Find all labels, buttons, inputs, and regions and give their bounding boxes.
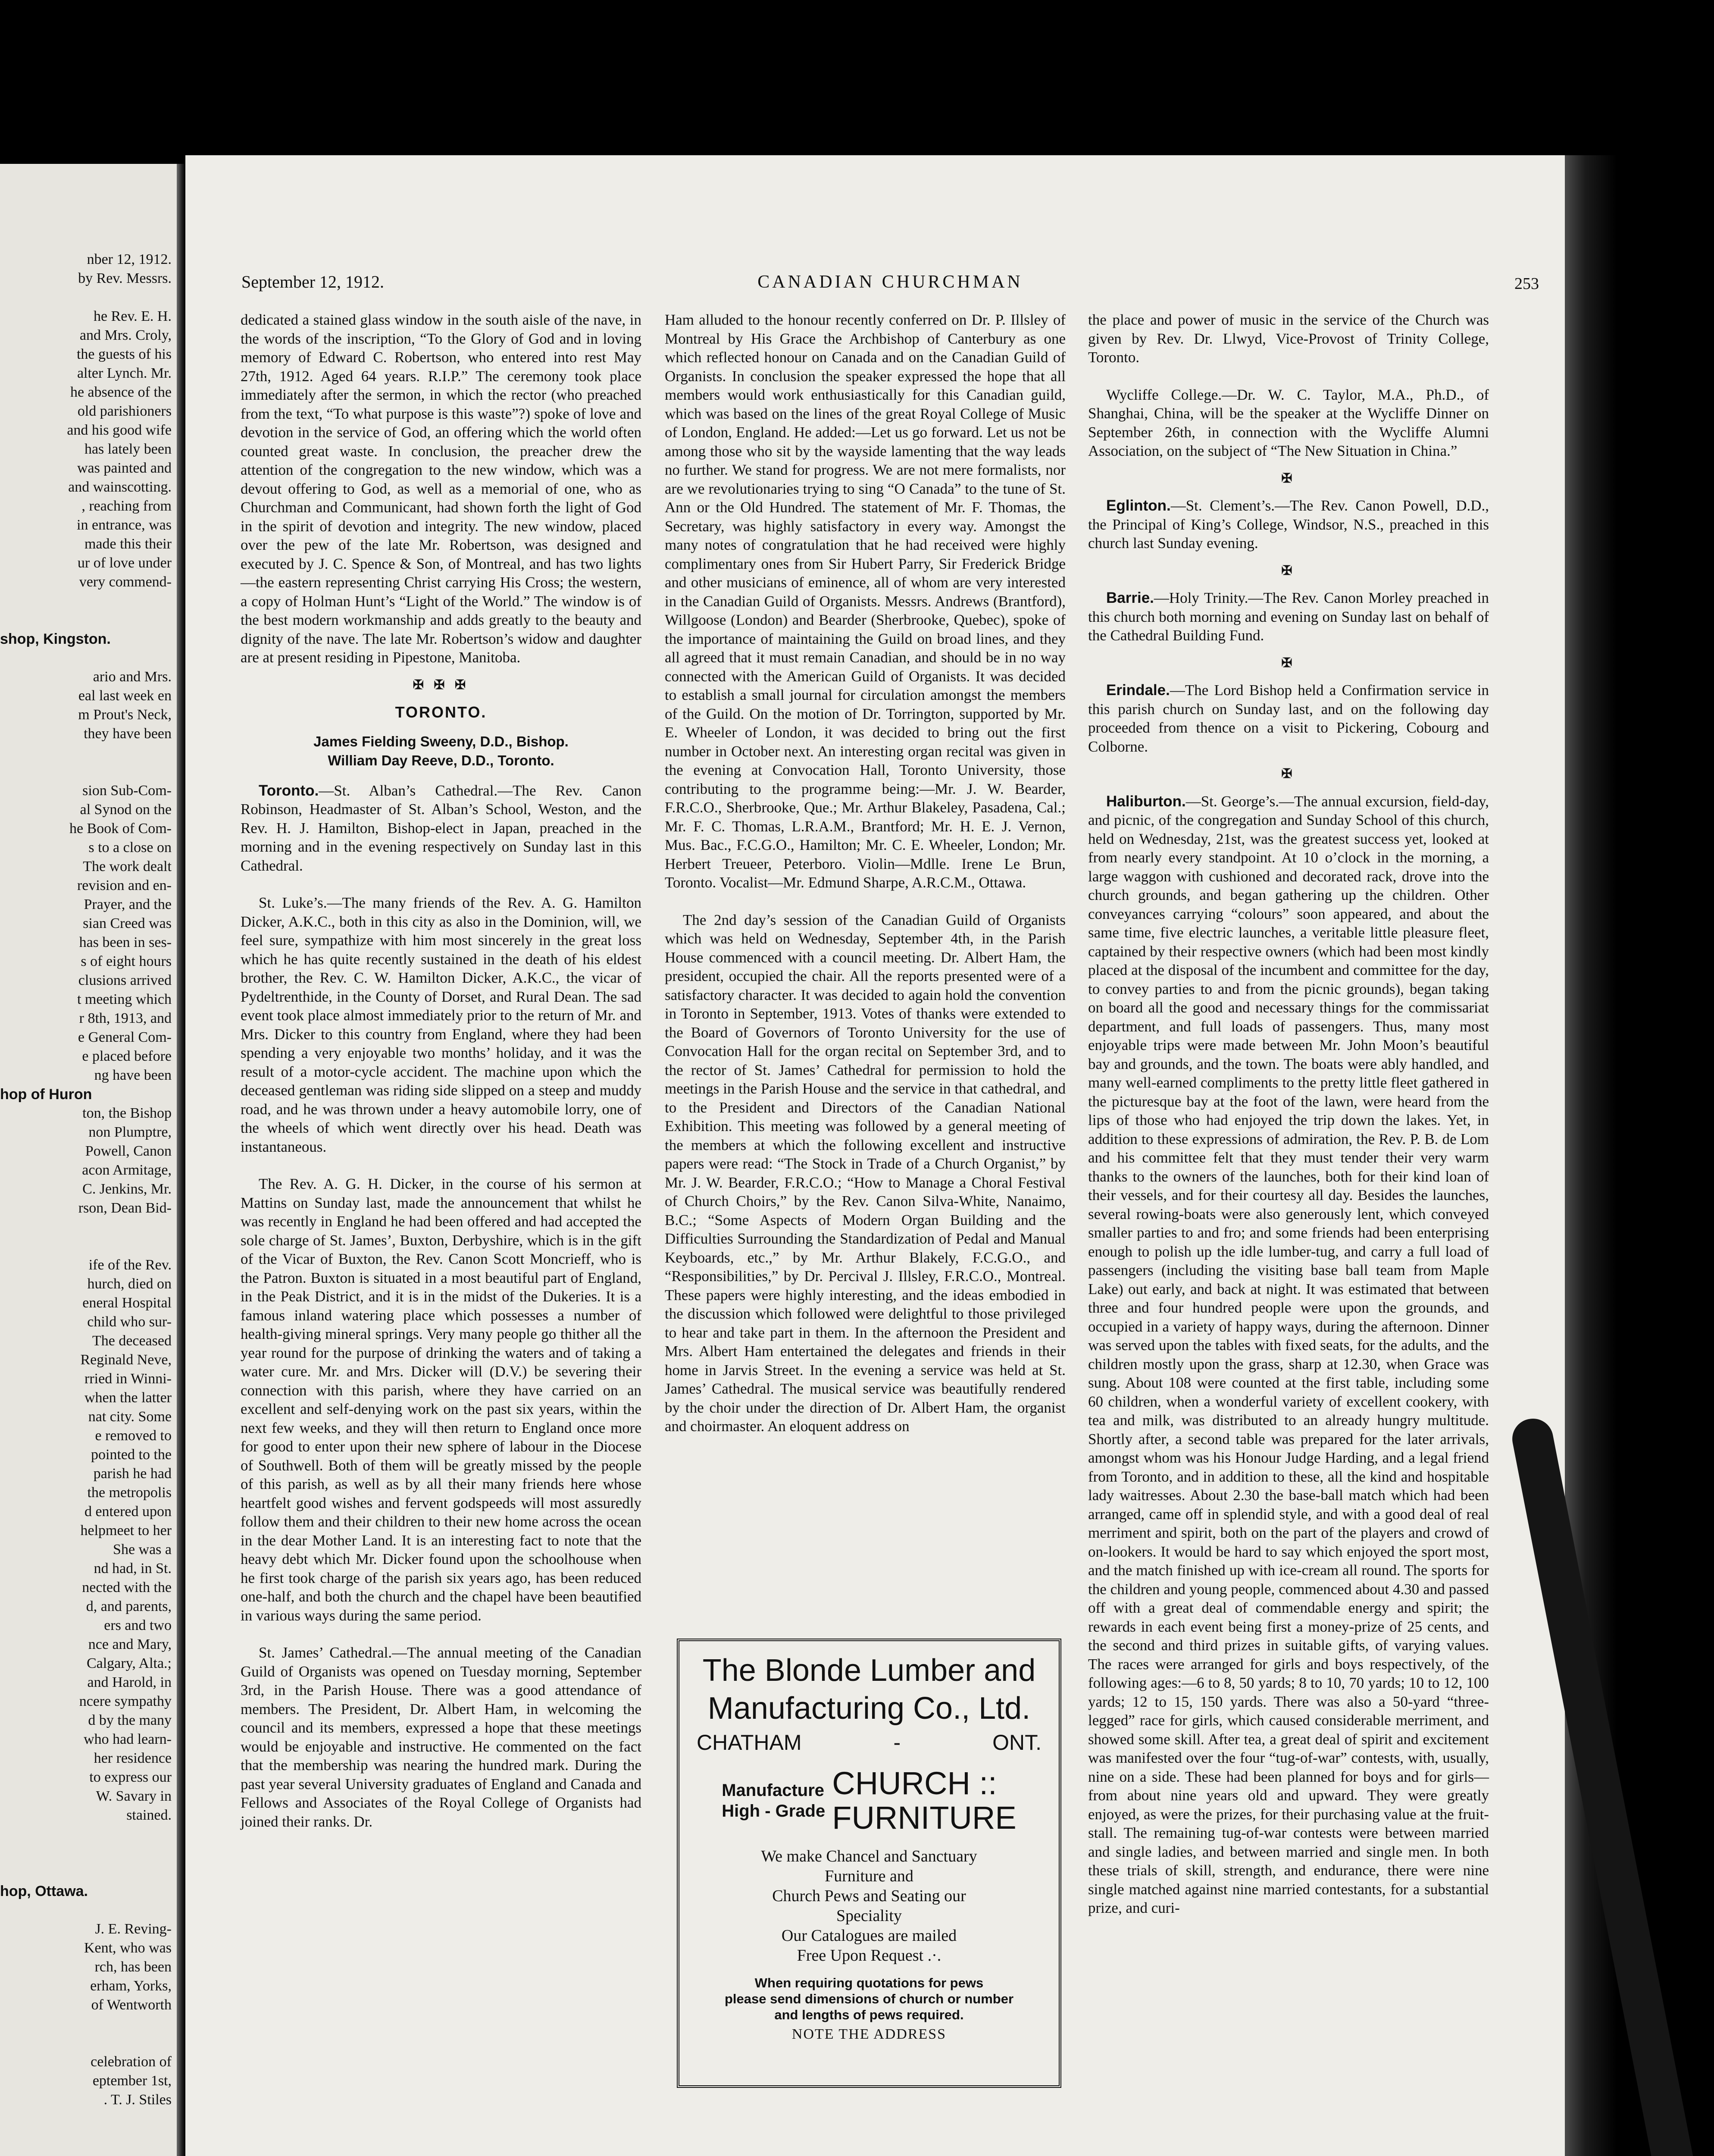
adjacent-page-line	[0, 1844, 172, 1863]
news-item-dicker: The Rev. A. G. H. Dicker, in the course of his sermon at Mattins on Sunday last, made the announcement that whilst he was recently in England he had been offered and had accepted the sole charge of St. James’, Buxton, Derbyshire, which is in the gift of the Vicar of Buxton, the Rev. Canon Scott Moncrieff, who is the Patron. Buxton is situated in a most beautiful part of England, in the Peak District, and it is in the midst of the Dukeries. It is a famous inland watering place which possesses a number of health-giving mineral springs. Very many people go thither all the year round for the purpose of drinking the waters and of taking a water cure. Mr. and Mrs. Dicker will (D.V.) be severing their connection with this parish, where they have carried on an excellent and self-denying work on the past six years, within the next few weeks, and they will then return to England once more for good to enter upon their new sphere of labour in the Diocese of Southwell. Both of them will be greatly missed by the people of this parish, as well as by all their many friends here whose heartfelt good wishes and fervent godspeeds will most assuredly follow them and their children to their new home across the ocean in the dear Mother Land. It is an interesting fact to note that the heavy debt which Mr. Dicker found upon the schoolhouse when he first took charge of the parish six years ago, has been reduced one-half, and both the church and the chapel have been beautified in various ways during the same period.	[241, 1175, 641, 1624]
guild-second-day-paragraph: The 2nd day’s session of the Canadian Guild of Organists which was held on Wednesday, September 4th, in the Parish House commenced with a council meeting. Dr. Albert Ham, the president, occupied the chair. All the reports presented were of a satisfactory character. It was decided to again hold the convention in Toronto in September, 1913. Votes of thanks were extended to the Board of Governors of Toronto University for the use of Convocation Hall for the organ recital on September 3rd, and to the rector of St. James’ Cathedral for permission to hold the meetings in the Parish House and the service in that cathedral, and to the President and Directors of the Canadian National Exhibition. This meeting was followed by a general meeting of the members at which the following excellent and instructive papers were read: “The Stock in Trade of a Church Organist,” by Mr. J. W. Bearder, F.R.C.O.; “How to Manage a Choral Festival of Church Choirs,” by the Rev. Canon Silva-White, Nanaimo, B.C.; “Some Aspects of Modern Organ Building and the Difficulties Surrounding the Standardization of Pedal and Manual Keyboards, etc.,” by Mr. Arthur Blakely, F.C.G.O., and “Responsibilities,” by Dr. Percival J. Illsley, F.R.C.O., Montreal. These papers were highly interesting, and the ideas embodied in the discussion which followed were delightful to those privileged to hear and take part in them. In the afternoon the President and Mrs. Albert Ham entertained the delegates and friends in their home in Jarvis Street. In the evening a service was held at St. James’ Cathedral. The musical service was beautifully rendered by the choir under the direction of Dr. Albert Ham, the organist and choirmaster. An eloquent address on	[665, 911, 1066, 1435]
place-name: Haliburton.	[1106, 793, 1186, 810]
news-item-erindale: Erindale.—The Lord Bishop held a Confirmation service in this parish church on Sunday last, and on the following day proceeded from thence on a visit to Pickering, Cobourg and Colborne.	[1088, 682, 1489, 755]
adjacent-page-line: eal last week en	[78, 688, 172, 704]
adjacent-page-line	[0, 2034, 172, 2053]
place-name: Eglinton.	[1106, 497, 1171, 514]
adjacent-page-line: ife of the Rev.	[88, 1257, 172, 1273]
header-date: September 12, 1912.	[241, 272, 385, 291]
adjacent-page-line	[0, 1901, 172, 1920]
adjacent-page-line: s of eight hours	[81, 953, 172, 969]
adjacent-page-text	[0, 250, 172, 2109]
adjacent-page-line: by Rev. Messrs.	[78, 270, 172, 286]
ad-description: We make Chancel and Sanctuary Furniture and Church Pews and Seating our Speciality Our Catalogues are mailed Free Upon Request .·.	[761, 1847, 977, 1965]
section-ornament: ✠	[1281, 767, 1296, 781]
adjacent-page-line: and Harold, in	[87, 1674, 172, 1690]
page-gutter	[177, 164, 185, 2156]
adjacent-page-line: ers and two	[104, 1617, 172, 1633]
adjacent-page-line: eneral Hospital	[82, 1295, 172, 1311]
adjacent-page-line: . T. J. Stiles	[103, 2092, 172, 2108]
adjacent-page-line: who had learn-	[84, 1731, 172, 1747]
adjacent-page-line: revision and en-	[77, 877, 172, 893]
adjacent-page-line: he Book of Com-	[69, 821, 172, 837]
adjacent-page-line: The deceased	[92, 1333, 172, 1349]
adjacent-page-line: hop of Huron	[0, 1086, 92, 1103]
adjacent-page-line: hurch, died on	[87, 1276, 172, 1292]
column-3	[1088, 310, 1489, 1918]
adjacent-page-line: ton, the Bishop	[82, 1105, 172, 1121]
adjacent-page-line: has been in ses-	[79, 934, 172, 950]
adjacent-page-line: Reginald Neve,	[80, 1352, 172, 1368]
adjacent-page-line	[0, 1237, 172, 1256]
adjacent-page-line: of Wentworth	[91, 1997, 172, 2013]
place-name: Barrie.	[1106, 589, 1154, 606]
adjacent-page-line: rch, has been	[94, 1959, 172, 1975]
adjacent-page-line	[0, 1825, 172, 1844]
column-1	[241, 310, 641, 1831]
adjacent-page-line: Powell, Canon	[85, 1143, 172, 1159]
diocese-heading-toronto: TORONTO.	[395, 703, 487, 721]
adjacent-page-line: W. Savary in	[96, 1788, 172, 1804]
adjacent-page-line: alter Lynch. Mr.	[77, 365, 172, 381]
adjacent-page-line: and Mrs. Croly,	[79, 327, 172, 343]
adjacent-page-line: nber 12, 1912.	[87, 251, 172, 267]
window-dedication-paragraph: dedicated a stained glass window in the south aisle of the nave, in the words of the inscription, “To the Glory of God and in loving memory of Edward C. Robertson, who entered into rest May 27th, 1912. Aged 64 years. R.I.P.” The ceremony took place immediately after the sermon, in which the rector (who preached from the text, “To what purpose is this waste”?) spoke of love and devotion in the service of God, an offering which the world often counted great waste. In conclusion, the preacher drew the attention of the congregation to the new window, which was a devout offering to God, as well as a memorial of one, who as Churchman and Communicant, had shown forth the light of God in the spirit of devotion and integrity. The new window, placed over the pew of the late Mr. Robertson, was designed and executed by J. C. Spence & Son, of Montreal, and has two lights—the eastern representing Christ carrying His Cross; the western, a copy of Holman Hunt’s “Light of the World.” The window is of the best modern workmanship and adds greatly to the beauty and dignity of the nave. The late Mr. Robertson’s widow and daughter are at present residing in Pipestone, Manitoba.	[241, 311, 641, 666]
advertisement-box	[677, 1639, 1061, 2088]
bishop-line: James Fielding Sweeny, D.D., Bishop.	[313, 733, 569, 749]
adjacent-page-line	[0, 743, 172, 762]
adjacent-page-line	[0, 649, 172, 667]
adjacent-page-line: s to a close on	[88, 840, 172, 856]
adjacent-page-line: ur of love under	[77, 555, 172, 571]
adjacent-page-line: acon Armitage,	[82, 1162, 172, 1178]
adjacent-page-line: ncere sympathy	[79, 1693, 172, 1709]
adjacent-page-line: ario and Mrs.	[93, 669, 172, 685]
adjacent-page-line: when the latter	[84, 1390, 172, 1406]
adjacent-page-line	[0, 2015, 172, 2034]
page-header	[241, 272, 1539, 302]
ad-headline: FURNITURE	[832, 1800, 1017, 1836]
ad-headline: CHURCH ::	[832, 1765, 997, 1801]
adjacent-page-line: , reaching from	[81, 498, 172, 514]
adjacent-page-line: nat city. Some	[88, 1409, 172, 1425]
adjacent-page-line: in entrance, was	[77, 517, 172, 533]
adjacent-page-line: the guests of his	[76, 346, 172, 362]
news-item-eglinton: Eglinton.—St. Clement’s.—The Rev. Canon Powell, D.D., the Principal of King’s College, Windsor, N.S., preached in this church last Sunday evening.	[1088, 497, 1489, 552]
adjacent-page-line	[0, 611, 172, 630]
adjacent-page-line: parish he had	[93, 1466, 172, 1482]
adjacent-page-line: they have been	[84, 726, 172, 742]
adjacent-page-line: ng have been	[94, 1067, 172, 1083]
news-item-st-james: St. James’ Cathedral.—The annual meeting of the Canadian Guild of Organists was opened on Tuesday morning, September 3rd, in the Parish House. There was a good attendance of members. The President, Dr. Albert Ham, in welcoming the council and its members, expressed a hope that these meetings would be enjoyable and instructive. He commented on the fact that the membership was nearing the hundred mark. During the past year several University graduates of England and Canada and Fellows and Associates of the Royal College of Organists had joined their ranks. Dr.	[241, 1644, 641, 1830]
ad-fine-print: When requiring quotations for pews please send dimensions of church or number and lengths of pews required.	[724, 1975, 1014, 2022]
adjacent-page-line: rried in Winni-	[84, 1371, 172, 1387]
news-item-st-lukes: St. Luke’s.—The many friends of the Rev. A. G. Hamilton Dicker, A.K.C., both in this city as also in the Dominion, will, we feel sure, sympathize with him most sincerely in the great loss which he has quite recently sustained in the death of his eldest brother, the Rev. C. W. Hamilton Dicker, A.K.C., the vicar of Pydeltrenthide, in the County of Dorset, and Rural Dean. The sad event took place almost immediately prior to the return of Mr. and Mrs. Dicker to this country from England, where they had been spending a very enjoyable two months’ holiday, and it was the result of a motor-cycle accident. The machine upon which the deceased gentleman was riding side slipped on a steep and muddy road, and he was thrown under a heavy automobile lorry, one of the wheels of which went directly over his head. Death was instantaneous.	[241, 894, 641, 1155]
section-ornament: ✠	[1281, 655, 1296, 670]
adjacent-page-line: child who sur-	[87, 1314, 172, 1330]
adjacent-page-line	[0, 288, 172, 307]
adjacent-page-line: the metropolis	[87, 1485, 172, 1501]
adjacent-page-line: very commend-	[79, 574, 172, 590]
adjacent-page-line: al Synod on the	[80, 802, 172, 818]
adjacent-page-line: pointed to the	[91, 1447, 172, 1463]
adjacent-page-line: nd had, in St.	[94, 1561, 172, 1576]
adjacent-page-line: Kent, who was	[84, 1940, 172, 1956]
adjacent-page-line: sian Creed was	[83, 915, 172, 931]
adjacent-page-line	[0, 592, 172, 611]
masthead: CANADIAN CHURCHMAN	[757, 272, 1023, 292]
adjacent-page-line: erham, Yorks,	[90, 1978, 172, 1994]
adjacent-page-line	[0, 1218, 172, 1237]
adjacent-page-line: stained.	[126, 1807, 172, 1823]
news-item-haliburton: Haliburton.—St. George’s.—The annual excursion, field-day, and picnic, of the congregation and Sunday School of this church, held on Wednesday, 21st, was the greatest success yet, looked at from nearly every standpoint. At 10 o’clock in the morning, a large waggon with cushioned and decorated rack, drove into the church grounds, and began gathering up the children. Other conveyances carrying “colours” soon appeared, and about the same time, five electric launches, a veritable little pleasure fleet, captained by their respective owners (which had been most kindly placed at the disposal of the incumbent and committee for the day, to convey parties to and from the picnic grounds), began taking on board all the good and necessary things for the commissariat department, and full loads of passengers. Thus, many most enjoyable trips were made between Mr. John Moon’s beautiful bay and grounds, and the town. The boats were ably handled, and many well-earned compliments to the pretty little fleet gathered in the picturesque bay at the foot of the lawn, were heard from the lips of those who had enjoyed the trip down the lakes. Yet, in addition to these expressions of admiration, the Rev. P. B. de Lom and his committee felt that they must tender their very warm thanks to the owners of the launches, both for their kind loan of their vessels, and for their courtesy all day. Besides the launches, several rowing-boats were also generously lent, which conveyed smaller parties to and fro; and some friends had been enterprising enough to polish up the idle lumber-tug, and carry a full load of passengers (including the visiting base ball team from Maple Lake) out early, and back at night. It was estimated that between three and four hundred people were upon the grounds, and occupied in a variety of happy ways, during the afternoon. Dinner was served upon the tables with fixed seats, for the adults, and the children mostly upon the grass, sharp at 12.30, when Grace was sung. About 108 were counted at the first table, including some 60 children, when a wonderful variety of excellent cookery, with tea and milk, was distributed to an already hungry multitude. Shortly after, a second table was prepared for the later arrivals, amongst whom was his Honour Judge Harding, and a legal friend from Toronto, and in addition to these, all the kind and hospitable lady waitresses. About 2.30 the base-ball match which had been arranged, came off in splendid style, and with a good deal of real merriment and spirit, both on the part of the players and crowd of on-lookers. It would be hard to say which enjoyed the sport most, and the match finished up with ice-cream all round. The sports for the children and young people, commenced about 4.30 and passed off with a great deal of commendable energy and spirit; the rewards in each event being first a money-prize of 25 cents, and the second and third prizes in suitable gifts, of varying values. The races were arranged for girls and boys respectively, of the following ages:—6 to 8, 50 yards; 8 to 10, 70 yards; 10 to 12, 100 yards; 12 to 15, 150 yards. There was also a 50-yard “three-legged” race for girls, which caused considerable merriment, and showed some skill. After tea, a great deal of spirit and excitement was manifested over the four “tug-of-war” contests, with, usually, nine on a side. These had been planned for boys and for girls—from about nine years old and upward. They were greatly enjoyed, as were the prizes, for their purchasing value at the fruit-stall. The remaining tug-of-war contests were between married and single ladies, and between married and single men. In both these trials of skill, strength, and endurance, there were nine single matched against nine married contestants, for a substantial prize, and curi-	[1088, 793, 1489, 1916]
section-ornament: ✠	[1281, 471, 1296, 486]
adjacent-page-line: d entered upon	[84, 1504, 172, 1520]
adjacent-page-line	[0, 1863, 172, 1882]
guild-paragraph: Ham alluded to the honour recently conferred on Dr. P. Illsley of Montreal by His Grace the Archbishop of Canterbury as one which reflected honour on Canada and on the Canadian Guild of Organists. In conclusion the speaker expressed the hope that all members would work enthusiastically for this Canadian guild, which was based on the lines of the great Royal College of Music of London, England. He added:—Let us go forward. Let us not be among those who sit by the wayside lamenting that the way leads no further. We stand for progress. We are not mere formalists, nor are we revolutionaries trying to sing “O Canada” to the tune of St. Ann or the Old Hundred. The statement of Mr. F. Thomas, the Secretary, was highly satisfactory in every way. Amongst the many notes of congratulation that he had received were highly complimentary ones from Sir Hubert Parry, Sir Frederick Bridge and other musicians of eminence, all of whom are very interested in the Canadian Guild of Organists. Messrs. Andrews (Brantford), Willgoose (London) and Bearder (Sherbrooke, Quebec), spoke of the importance of maintaining the Guild on broad lines, and they all agreed that it must remain Canadian, and should be in no way connected with the American Guild of Organists. It was decided to establish a small journal for circulation amongst the members of the Guild. On the motion of Dr. Torrington, supported by Mr. E. Wheeler of London, it was decided to bring out the first number in October next. An interesting organ recital was given in the evening at Convocation Hall, Toronto University, those contributing to the programme being:—Mr. J. W. Bearder, F.R.C.O., Sherbrooke, Que.; Mr. Arthur Blakeley, Pasadena, Cal.; Mr. F. C. Thomas, L.R.A.M., Brantford; Mr. H. E. J. Vernon, Mus. Bac., F.C.G.O., Hamilton; Mr. C. E. Wheeler, London; Mr. Herbert Treueer, Peterboro. Violin—Mdlle. Irene Le Brun, Toronto. Vocalist—Mr. Edmund Sharpe, A.R.C.M., Ottawa.	[665, 311, 1066, 891]
adjacent-page-line: was painted and	[77, 460, 172, 476]
adjacent-page-line: She was a	[113, 1542, 172, 1557]
adjacent-page-line: to express our	[89, 1769, 172, 1785]
adjacent-page-line: C. Jenkins, Mr.	[82, 1181, 172, 1197]
adjacent-page-line: made this their	[84, 536, 172, 552]
adjacent-page-line: r 8th, 1913, and	[79, 1010, 172, 1026]
section-ornament: ✠	[1281, 563, 1296, 578]
adjacent-page-line: shop, Kingston.	[0, 631, 111, 647]
adjacent-page-line: clusions arrived	[78, 972, 172, 988]
adjacent-page-line: old parishioners	[77, 403, 172, 419]
news-item-wycliffe: Wycliffe College.—Dr. W. C. Taylor, M.A., Ph.D., of Shanghai, China, will be the speaker at the Wycliffe Dinner on September 26th, in connection with the Wycliffe Alumni Association, on the subject of “The New Situation in China.”	[1088, 386, 1489, 459]
bishop-line: William Day Reeve, D.D., Toronto.	[328, 752, 554, 768]
news-item-toronto: Toronto.—St. Alban’s Cathedral.—The Rev. Canon Robinson, Headmaster of St. Alban’s School, Weston, and the Rev. H. J. Hamilton, Bishop-elect in Japan, preached in the morning and in the evening respectively on Sunday last in this Cathedral.	[241, 782, 641, 874]
bishops-list	[241, 732, 641, 770]
adjacent-page-line: he absence of the	[70, 384, 172, 400]
adjacent-page-line: has lately been	[84, 441, 172, 457]
place-name: Toronto.	[259, 782, 319, 799]
adjacent-page-line: and wainscotting.	[68, 479, 172, 495]
adjacent-page-line: nce and Mary,	[88, 1636, 172, 1652]
ad-note: NOTE THE ADDRESS	[791, 2026, 947, 2042]
adjacent-page-line: eptember 1st,	[92, 2073, 172, 2089]
adjacent-page-line: celebration of	[91, 2054, 172, 2070]
adjacent-page-line	[0, 762, 172, 781]
page-number: 253	[1514, 275, 1539, 293]
music-address-paragraph: the place and power of music in the service of the Church was given by Rev. Dr. Llwyd, Vice-Provost of Trinity College, Toronto.	[1088, 311, 1489, 366]
adjacent-page-line: sion Sub-Com-	[82, 783, 172, 799]
newspaper-page	[185, 155, 1565, 2156]
adjacent-page-line: e General Com-	[78, 1029, 172, 1045]
adjacent-page-line: and his good wife	[67, 422, 172, 438]
adjacent-page-line: e placed before	[82, 1048, 172, 1064]
adjacent-page-line: helpmeet to her	[80, 1523, 172, 1539]
adjacent-page-line: her residence	[94, 1750, 172, 1766]
ad-location: CHATHAM - ONT.	[697, 1730, 1042, 1755]
adjacent-page-line: nected with the	[82, 1579, 172, 1595]
section-ornament: ✠ ✠ ✠	[413, 677, 469, 692]
ad-product: Manufacture High - Grade CHURCH :: FURNITURE	[722, 1765, 1017, 1836]
adjacent-page-line: d, and parents,	[86, 1598, 172, 1614]
column-2	[665, 310, 1066, 1436]
adjacent-page-line: hop, Ottawa.	[0, 1883, 88, 1899]
adjacent-page-line: Prayer, and the	[84, 896, 172, 912]
adjacent-page-line: rson, Dean Bid-	[78, 1200, 172, 1216]
adjacent-page-strip	[0, 164, 177, 2156]
adjacent-page-line: e removed to	[95, 1428, 172, 1444]
ad-company-line: Manufacturing Co., Ltd.	[707, 1691, 1031, 1726]
adjacent-page-line: non Plumptre,	[88, 1124, 172, 1140]
adjacent-page-line: Calgary, Alta.;	[86, 1655, 172, 1671]
adjacent-page-line: d by the many	[88, 1712, 172, 1728]
ad-company-line: The Blonde Lumber and	[702, 1653, 1036, 1688]
adjacent-page-line: The work dealt	[83, 859, 172, 874]
place-name: Erindale.	[1106, 682, 1170, 699]
news-item-barrie: Barrie.—Holy Trinity.—The Rev. Canon Morley preached in this church both morning and evening on Sunday last on behalf of the Cathedral Building Fund.	[1088, 589, 1489, 644]
adjacent-page-line: he Rev. E. H.	[94, 308, 172, 324]
adjacent-page-line: t meeting which	[77, 991, 172, 1007]
adjacent-page-line: m Prout's Neck,	[78, 707, 172, 723]
adjacent-page-line: J. E. Reving-	[95, 1921, 172, 1937]
